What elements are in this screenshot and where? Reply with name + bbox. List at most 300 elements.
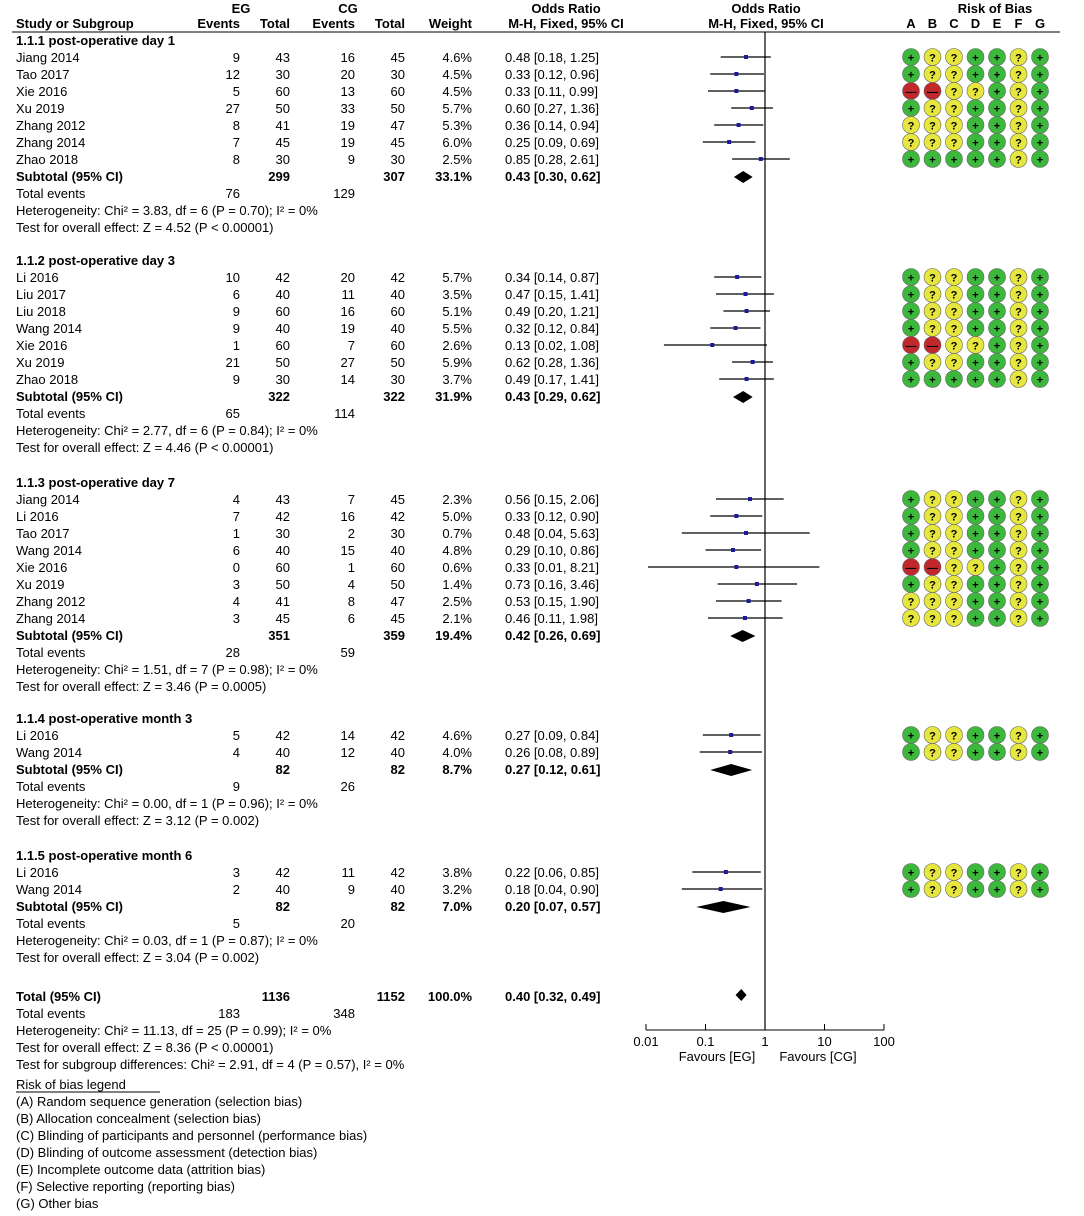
rob-letter-G: G	[1034, 16, 1046, 31]
study-ci: 0.85 [0.28, 2.61]	[505, 152, 599, 167]
study-name: Xie 2016	[16, 560, 68, 575]
subtotal-weight: 8.7%	[442, 762, 472, 777]
study-name: Li 2016	[16, 509, 59, 524]
rob-dot-e-symbol: +	[993, 867, 1001, 880]
study-ci: 0.48 [0.18, 1.25]	[505, 50, 599, 65]
overall-effect-text: Test for overall effect: Z = 4.46 (P < 0.00001)	[16, 440, 274, 455]
study-weight: 4.5%	[442, 67, 472, 82]
subtotal-eg-total: 82	[275, 762, 290, 777]
cg-events: 1	[347, 560, 355, 575]
rob-legend-title: Risk of bias legend	[16, 1077, 126, 1092]
study-ci: 0.46 [0.11, 1.98]	[505, 611, 598, 626]
rob-dot-d-symbol: +	[972, 52, 979, 65]
rob-dot-c-symbol: ?	[950, 730, 958, 743]
rob-dot-g-symbol: +	[1036, 884, 1044, 897]
study-name: Wang 2014	[16, 745, 83, 760]
rob-dot-g-symbol: +	[1036, 86, 1044, 99]
subtotal-eg-total: 299	[268, 169, 290, 184]
eg-total: 42	[275, 270, 290, 285]
rob-dot-f-symbol: ?	[1015, 494, 1022, 507]
point-estimate	[759, 157, 763, 161]
subtotal-weight: 7.0%	[442, 899, 472, 914]
study-ci: 0.33 [0.12, 0.90]	[505, 509, 599, 524]
cg-total: 50	[390, 101, 405, 116]
rob-dot-b-symbol: ?	[929, 613, 936, 626]
weight-header: Weight	[428, 16, 472, 31]
study-weight: 2.3%	[442, 492, 472, 507]
rob-dot-g-symbol: +	[1036, 613, 1044, 626]
rob-dot-d-symbol: +	[972, 511, 979, 524]
rob-dot-g-symbol: +	[1036, 867, 1044, 880]
cg-events: 27	[340, 355, 355, 370]
point-estimate	[710, 343, 714, 347]
rob-dot-c-symbol: ?	[950, 884, 958, 897]
x-tick-label: 0.01	[633, 1034, 659, 1049]
rob-dot-a-symbol: ?	[907, 596, 915, 609]
cg-events: 20	[340, 270, 355, 285]
rob-dot-d-symbol: +	[972, 730, 979, 743]
subtotal-label: Subtotal (95% CI)	[16, 628, 123, 643]
eg-events: 1	[232, 526, 240, 541]
rob-dot-c-symbol: ?	[950, 306, 958, 319]
cg-total: 42	[390, 509, 405, 524]
eg-events: 9	[232, 321, 240, 336]
rob-letter-B: B	[927, 16, 938, 31]
study-ci: 0.62 [0.28, 1.36]	[505, 355, 599, 370]
rob-dot-c-symbol: ?	[950, 511, 958, 524]
rob-dot-e-symbol: +	[993, 272, 1001, 285]
subtotal-label: Subtotal (95% CI)	[16, 899, 123, 914]
rob-dot-d-symbol: +	[972, 289, 979, 302]
study-ci: 0.33 [0.12, 0.96]	[505, 67, 599, 82]
rob-dot-g-symbol: +	[1036, 357, 1044, 370]
overall-effect-text: Test for overall effect: Z = 3.46 (P = 0.0005)	[16, 679, 267, 694]
cg-total: 60	[390, 84, 405, 99]
rob-dot-b-symbol: ?	[929, 137, 936, 150]
rob-dot-g-symbol: +	[1036, 374, 1044, 387]
rob-dot-c-symbol: ?	[950, 579, 958, 592]
study-weight: 5.0%	[442, 509, 472, 524]
total-events-label: Total events	[16, 186, 86, 201]
eg-total: 42	[275, 509, 290, 524]
cg-total: 40	[390, 543, 405, 558]
overall-effect-text: Test for overall effect: Z = 3.12 (P = 0.002)	[16, 813, 260, 828]
favours-left-label: Favours [EG]	[678, 1049, 756, 1064]
cg-total: 60	[390, 304, 405, 319]
subtotal-ci: 0.27 [0.12, 0.61]	[505, 762, 601, 777]
eg-total: 50	[275, 577, 290, 592]
study-name: Jiang 2014	[16, 50, 80, 65]
rob-dot-b-symbol: —	[927, 340, 938, 353]
rob-dot-a-symbol: —	[905, 340, 917, 353]
cg-total: 45	[390, 50, 405, 65]
rob-dot-b-symbol: ?	[929, 545, 936, 558]
rob-dot-f-symbol: ?	[1015, 86, 1022, 99]
rob-dot-a-symbol: +	[907, 579, 915, 592]
study-name: Liu 2018	[16, 304, 66, 319]
cg-total: 40	[390, 745, 405, 760]
cg-total: 45	[390, 492, 405, 507]
heterogeneity-text: Heterogeneity: Chi² = 0.03, df = 1 (P = 0.87); I² = 0%	[16, 933, 318, 948]
cg-events: 19	[340, 321, 355, 336]
rob-dot-e-symbol: +	[993, 494, 1001, 507]
rob-dot-g-symbol: +	[1036, 137, 1044, 150]
rob-dot-f-symbol: ?	[1015, 69, 1022, 82]
point-estimate	[751, 360, 755, 364]
rob-dot-e-symbol: +	[993, 120, 1001, 133]
rob-dot-f-symbol: ?	[1015, 596, 1022, 609]
study-ci: 0.47 [0.15, 1.41]	[505, 287, 599, 302]
rob-dot-d-symbol: +	[972, 323, 979, 336]
rob-dot-g-symbol: +	[1036, 52, 1044, 65]
subtotal-diamond	[733, 391, 753, 403]
x-tick-label: 0.1	[696, 1034, 715, 1049]
cg-events: 6	[347, 611, 355, 626]
rob-dot-a-symbol: +	[907, 730, 915, 743]
eg-total: 30	[275, 152, 290, 167]
cg-total: 30	[390, 152, 405, 167]
study-ci: 0.49 [0.17, 1.41]	[505, 372, 599, 387]
point-estimate	[744, 55, 748, 59]
rob-dot-b-symbol: ?	[929, 289, 936, 302]
cg-total: 30	[390, 526, 405, 541]
rob-dot-a-symbol: +	[907, 545, 915, 558]
point-estimate	[743, 616, 747, 620]
study-name: Zhang 2014	[16, 611, 86, 626]
rob-dot-d-symbol: +	[972, 867, 979, 880]
rob-dot-g-symbol: +	[1036, 596, 1044, 609]
rob-dot-f-symbol: ?	[1015, 272, 1022, 285]
rob-dot-g-symbol: +	[1036, 154, 1044, 167]
rob-dot-a-symbol: +	[907, 306, 915, 319]
point-estimate	[734, 565, 738, 569]
study-name: Zhang 2014	[16, 135, 86, 150]
point-estimate	[745, 309, 749, 313]
eg-total: 40	[275, 287, 290, 302]
rob-dot-c-symbol: ?	[950, 120, 958, 133]
cg-total: 30	[390, 372, 405, 387]
subtotal-ci: 0.20 [0.07, 0.57]	[505, 899, 601, 914]
eg-total: 43	[275, 492, 290, 507]
cg-events: 19	[340, 135, 355, 150]
point-estimate	[734, 514, 738, 518]
x-tick-label: 100	[873, 1034, 895, 1049]
rob-dot-a-symbol: ?	[907, 613, 915, 626]
study-weight: 5.9%	[442, 355, 472, 370]
rob-dot-f-symbol: ?	[1015, 867, 1022, 880]
study-weight: 2.5%	[442, 152, 472, 167]
rob-dot-d-symbol: +	[972, 120, 979, 133]
rob-legend-item: (D) Blinding of outcome assessment (detection bias)	[16, 1145, 318, 1160]
rob-dot-f-symbol: ?	[1015, 528, 1022, 541]
rob-dot-c-symbol: ?	[950, 52, 958, 65]
eg-total: 40	[275, 745, 290, 760]
rob-dot-f-symbol: ?	[1015, 103, 1022, 116]
rob-dot-c-symbol: ?	[950, 747, 958, 760]
study-weight: 2.6%	[442, 338, 472, 353]
rob-dot-c-symbol: ?	[950, 289, 958, 302]
rob-dot-e-symbol: +	[993, 323, 1001, 336]
rob-dot-a-symbol: +	[907, 374, 915, 387]
eg-events: 12	[225, 67, 240, 82]
eg-events: 10	[225, 270, 240, 285]
rob-dot-f-symbol: ?	[1015, 884, 1022, 897]
study-ci: 0.29 [0.10, 0.86]	[505, 543, 599, 558]
eg-events: 5	[232, 84, 240, 99]
subtotal-eg-total: 82	[275, 899, 290, 914]
rob-dot-d-symbol: +	[972, 272, 979, 285]
rob-dot-d-symbol: +	[972, 545, 979, 558]
study-weight: 5.5%	[442, 321, 472, 336]
eg-events: 2	[232, 882, 240, 897]
rob-dot-a-symbol: ?	[907, 137, 915, 150]
rob-dot-g-symbol: +	[1036, 323, 1044, 336]
rob-dot-a-symbol: +	[907, 511, 915, 524]
heterogeneity-text: Heterogeneity: Chi² = 2.77, df = 6 (P = 0.84); I² = 0%	[16, 423, 318, 438]
study-ci: 0.33 [0.11, 0.99]	[505, 84, 598, 99]
eg-events: 3	[232, 577, 240, 592]
rob-dot-e-symbol: +	[993, 613, 1001, 626]
subtotal-cg-total: 322	[383, 389, 405, 404]
rob-dot-g-symbol: +	[1036, 545, 1044, 558]
cg-total: 40	[390, 882, 405, 897]
rob-dot-e-symbol: +	[993, 86, 1001, 99]
study-weight: 1.4%	[442, 577, 472, 592]
study-weight: 2.5%	[442, 594, 472, 609]
rob-dot-d-symbol: ?	[972, 86, 979, 99]
cg-total: 47	[390, 594, 405, 609]
cg-events: 11	[341, 865, 355, 880]
or-title: Odds Ratio	[531, 1, 601, 16]
point-estimate	[747, 599, 751, 603]
rob-dot-d-symbol: +	[972, 154, 979, 167]
total-events-cg: 59	[340, 645, 355, 660]
study-ci: 0.36 [0.14, 0.94]	[505, 118, 599, 133]
eg-total: 60	[275, 84, 290, 99]
study-ci: 0.33 [0.01, 8.21]	[505, 560, 599, 575]
rob-dot-c-symbol: ?	[950, 357, 958, 370]
rob-dot-a-symbol: +	[907, 69, 915, 82]
eg-events: 9	[232, 304, 240, 319]
eg-events: 21	[225, 355, 240, 370]
rob-dot-d-symbol: +	[972, 103, 979, 116]
subtotal-cg-total: 82	[390, 762, 405, 777]
rob-dot-g-symbol: +	[1036, 747, 1044, 760]
study-ci: 0.27 [0.09, 0.84]	[505, 728, 599, 743]
study-weight: 0.6%	[442, 560, 472, 575]
total-events-eg: 9	[232, 779, 240, 794]
rob-dot-c-symbol: ?	[950, 323, 958, 336]
subtotal-cg-total: 307	[383, 169, 405, 184]
subtotal-label: Subtotal (95% CI)	[16, 762, 123, 777]
rob-dot-a-symbol: +	[907, 884, 915, 897]
point-estimate	[734, 326, 738, 330]
study-name: Li 2016	[16, 728, 59, 743]
rob-dot-g-symbol: +	[1036, 103, 1044, 116]
total-events-label: Total events	[16, 779, 86, 794]
rob-dot-b-symbol: +	[929, 154, 936, 167]
study-ci: 0.53 [0.15, 1.90]	[505, 594, 599, 609]
rob-dot-e-symbol: +	[993, 579, 1001, 592]
rob-dot-g-symbol: +	[1036, 511, 1044, 524]
cg-events: 13	[340, 84, 355, 99]
cg-header: CG	[338, 1, 358, 16]
study-ci: 0.48 [0.04, 5.63]	[505, 526, 599, 541]
rob-dot-e-symbol: +	[993, 596, 1001, 609]
rob-dot-b-symbol: —	[927, 86, 938, 99]
rob-dot-b-symbol: ?	[929, 730, 936, 743]
cg-events: 8	[347, 594, 355, 609]
point-estimate	[735, 275, 739, 279]
rob-letter-E: E	[992, 16, 1002, 31]
study-weight: 2.1%	[442, 611, 472, 626]
rob-dot-a-symbol: +	[907, 154, 915, 167]
study-weight: 5.7%	[442, 270, 472, 285]
subtotal-label: Subtotal (95% CI)	[16, 169, 123, 184]
study-ci: 0.13 [0.02, 1.08]	[505, 338, 599, 353]
cg-events: 11	[341, 287, 355, 302]
rob-dot-a-symbol: +	[907, 323, 915, 336]
rob-dot-d-symbol: +	[972, 613, 979, 626]
rob-letter-F: F	[1014, 16, 1023, 31]
subtotal-diamond	[730, 630, 755, 642]
rob-dot-g-symbol: +	[1036, 69, 1044, 82]
eg-events: 1	[232, 338, 240, 353]
study-name: Liu 2017	[16, 287, 66, 302]
total-weight: 100.0%	[427, 989, 472, 1004]
subtotal-diamond	[710, 764, 752, 776]
overall-effect-text: Test for overall effect: Z = 3.04 (P = 0.002)	[16, 950, 260, 965]
rob-dot-c-symbol: ?	[950, 340, 958, 353]
rob-dot-c-symbol: +	[950, 154, 958, 167]
eg-events: 6	[232, 287, 240, 302]
rob-dot-f-symbol: ?	[1015, 730, 1022, 743]
cg-events: 20	[340, 67, 355, 82]
rob-dot-f-symbol: ?	[1015, 613, 1022, 626]
rob-dot-e-symbol: +	[993, 289, 1001, 302]
rob-dot-f-symbol: ?	[1015, 374, 1022, 387]
total-events-label: Total events	[16, 406, 86, 421]
cg-events: 33	[340, 101, 355, 116]
subgroup-title: 1.1.1 post-operative day 1	[16, 33, 175, 48]
point-estimate	[727, 140, 731, 144]
rob-dot-e-symbol: +	[993, 137, 1001, 150]
rob-dot-f-symbol: ?	[1015, 747, 1022, 760]
rob-dot-b-symbol: ?	[929, 596, 936, 609]
rob-legend-item: (B) Allocation concealment (selection bias)	[16, 1111, 261, 1126]
study-ci: 0.49 [0.20, 1.21]	[505, 304, 599, 319]
subtotal-eg-total: 351	[268, 628, 290, 643]
heterogeneity-text: Heterogeneity: Chi² = 0.00, df = 1 (P = 0.96); I² = 0%	[16, 796, 318, 811]
cg-events: 12	[340, 745, 355, 760]
eg-events: 4	[232, 745, 240, 760]
subtotal-weight: 31.9%	[435, 389, 472, 404]
study-weight: 4.5%	[442, 84, 472, 99]
rob-dot-c-symbol: ?	[950, 528, 958, 541]
study-ci: 0.32 [0.12, 0.84]	[505, 321, 599, 336]
study-weight: 5.1%	[442, 304, 472, 319]
total-events-cg: 26	[340, 779, 355, 794]
total-diamond	[736, 989, 747, 1001]
cg-total: 50	[390, 577, 405, 592]
rob-dot-c-symbol: ?	[950, 494, 958, 507]
rob-dot-f-symbol: ?	[1015, 511, 1022, 524]
rob-dot-g-symbol: +	[1036, 340, 1044, 353]
rob-dot-b-symbol: ?	[929, 52, 936, 65]
cg-events: 2	[347, 526, 355, 541]
x-tick-label: 10	[817, 1034, 832, 1049]
rob-dot-e-symbol: +	[993, 884, 1001, 897]
cg-events: 14	[340, 372, 355, 387]
eg-total: 43	[275, 50, 290, 65]
rob-dot-a-symbol: +	[907, 357, 915, 370]
point-estimate	[734, 89, 738, 93]
eg-total: 40	[275, 882, 290, 897]
total-ci: 0.40 [0.32, 0.49]	[505, 989, 601, 1004]
rob-dot-d-symbol: ?	[972, 562, 979, 575]
eg-events: 9	[232, 372, 240, 387]
study-name: Wang 2014	[16, 543, 83, 558]
rob-dot-g-symbol: +	[1036, 306, 1044, 319]
rob-dot-f-symbol: ?	[1015, 137, 1022, 150]
point-estimate	[729, 733, 733, 737]
eg-total: 40	[275, 543, 290, 558]
grand-total-events-eg: 183	[218, 1006, 240, 1021]
rob-dot-d-symbol: +	[972, 306, 979, 319]
study-name: Xu 2019	[16, 355, 65, 370]
cg-events: 15	[340, 543, 355, 558]
study-name: Xie 2016	[16, 84, 68, 99]
rob-dot-g-symbol: +	[1036, 494, 1044, 507]
cg-total: 42	[390, 270, 405, 285]
eg-total: 50	[275, 355, 290, 370]
rob-dot-f-symbol: ?	[1015, 357, 1022, 370]
rob-dot-f-symbol: ?	[1015, 154, 1022, 167]
rob-dot-a-symbol: +	[907, 272, 915, 285]
total-events-eg: 28	[225, 645, 240, 660]
total-events-cg: 129	[333, 186, 355, 201]
eg-events: 0	[232, 560, 240, 575]
cg-events: 4	[347, 577, 355, 592]
rob-dot-c-symbol: ?	[950, 867, 958, 880]
rob-letter-D: D	[970, 16, 981, 31]
study-name: Li 2016	[16, 270, 59, 285]
point-estimate	[737, 123, 741, 127]
rob-dot-b-symbol: ?	[929, 103, 936, 116]
subtotal-cg-total: 82	[390, 899, 405, 914]
rob-dot-d-symbol: +	[972, 357, 979, 370]
rob-dot-a-symbol: —	[905, 562, 917, 575]
study-name: Wang 2014	[16, 882, 83, 897]
x-tick-label: 1	[761, 1034, 769, 1049]
study-ci: 0.73 [0.16, 3.46]	[505, 577, 599, 592]
eg-total: 41	[275, 594, 290, 609]
rob-dot-d-symbol: +	[972, 884, 979, 897]
cg-events: 7	[347, 338, 355, 353]
eg-total: 30	[275, 372, 290, 387]
cg-events: 9	[347, 152, 355, 167]
total-overall-effect-text: Test for overall effect: Z = 8.36 (P < 0.00001)	[16, 1040, 274, 1055]
eg-events: 8	[232, 152, 240, 167]
rob-dot-e-symbol: +	[993, 730, 1001, 743]
rob-dot-f-symbol: ?	[1015, 52, 1022, 65]
point-estimate	[734, 72, 738, 76]
rob-dot-g-symbol: +	[1036, 562, 1044, 575]
total-eg-total: 1136	[261, 989, 290, 1004]
study-name: Tao 2017	[16, 67, 70, 82]
study-name: Zhang 2012	[16, 118, 86, 133]
subgroup-title: 1.1.2 post-operative day 3	[16, 253, 175, 268]
